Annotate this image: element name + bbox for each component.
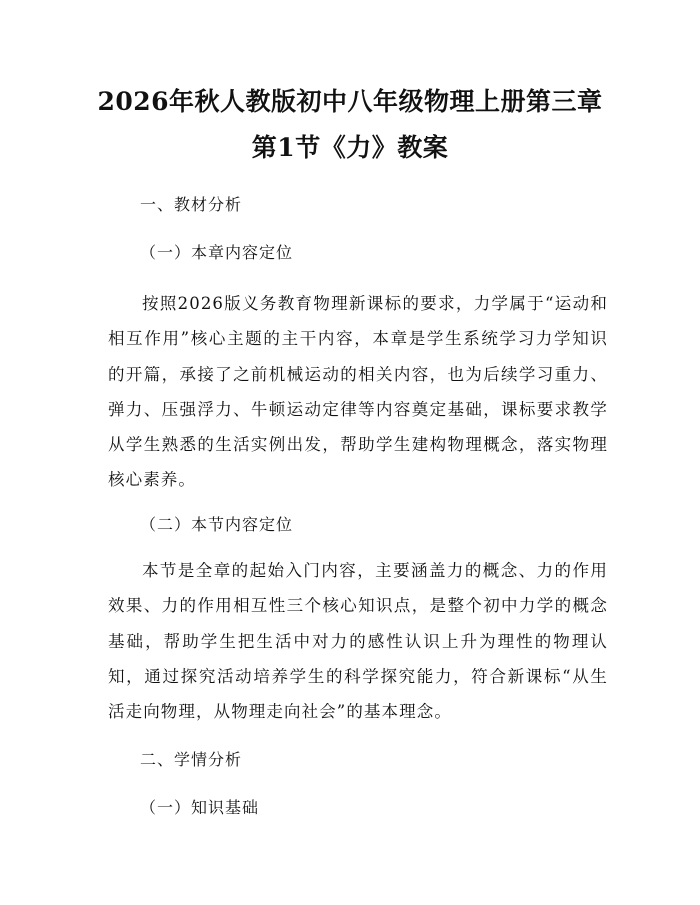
subsection-heading-chapter-positioning: （一）本章内容定位 [140,243,294,262]
section-heading-teaching-material-analysis: 一、教材分析 [140,195,243,214]
document-title-line-1: 2026年秋人教版初中八年级物理上册第三章 [97,87,603,116]
section-heading-learner-analysis: 二、学情分析 [140,750,243,769]
paragraph-chapter-positioning: 按照2026版义务教育物理新课标的要求，力学属于“运动和相互作用”核心主题的主干内容，本章是学生系统学习力学知识的开篇，承接了之前机械运动的相关内容，也为后续学习重力、弹力、压强浮力、牛顿运动定律等内容奠定基础，课标要求教学从学生熟悉的生活实例出发，帮助学生建构物理概念，落实物理核心素养。 [108,294,608,490]
subsection-heading-knowledge-foundation: （一）知识基础 [140,798,260,817]
document-title-line-2: 第1节《力》教案 [251,133,449,162]
paragraph-section-positioning: 本节是全章的起始入门内容，主要涵盖力的概念、力的作用效果、力的作用相互性三个核心知识点，是整个初中力学的概念基础，帮助学生把生活中对力的感性认识上升为理性的物理认知，通过探究活动培养学生的科学探究能力，符合新课标“从生活走向物理，从物理走向社会”的基本理念。 [108,561,608,722]
subsection-heading-section-positioning: （二）本节内容定位 [140,515,294,534]
